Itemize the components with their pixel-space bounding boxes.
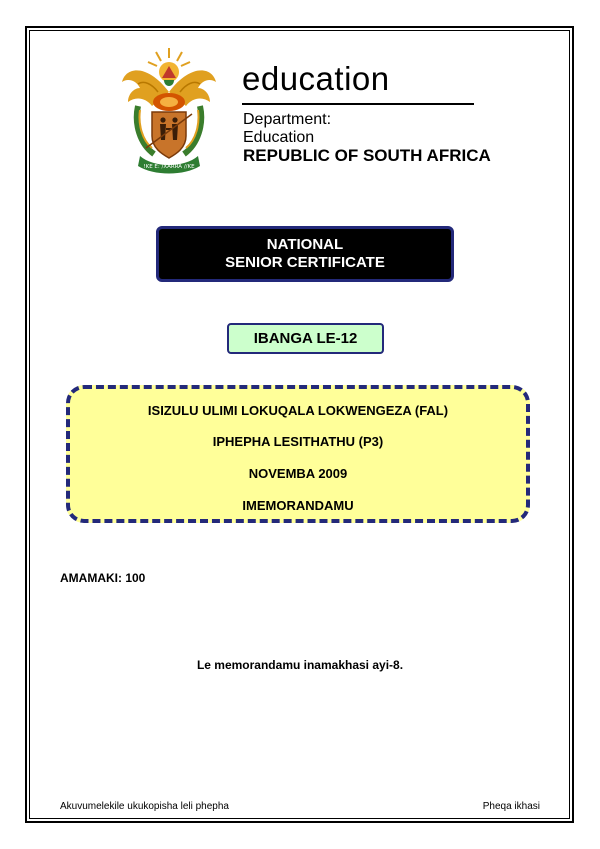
paper-number: IPHEPHA LESITHATHU (P3) — [212, 434, 384, 449]
copyright-note: Akuvumelekile ukukopisha leli phepha — [60, 801, 229, 812]
country-name: REPUBLIC OF SOUTH AFRICA — [243, 146, 491, 165]
exam-date: NOVEMBA 2009 — [248, 466, 348, 481]
certificate-line1: NATIONAL — [266, 236, 344, 253]
certificate-banner — [156, 226, 454, 282]
brand-divider — [242, 103, 474, 105]
turn-page-note: Pheqa ikhasi — [482, 801, 540, 812]
total-marks: AMAMAKI: 100 — [60, 571, 146, 585]
grade-badge: IBANGA LE-12 — [227, 323, 384, 354]
document-type: IMEMORANDAMU — [242, 498, 354, 513]
coat-of-arms-icon — [118, 44, 220, 178]
brand-title: education — [242, 60, 390, 97]
department-label: Department: — [243, 111, 332, 128]
subject-name: ISIZULU ULIMI LOKUQALA LOKWENGEZA (FAL) — [147, 403, 449, 418]
page-count-note: Le memorandamu inamakhasi ayi-8. — [196, 658, 404, 672]
department-name: Education — [243, 129, 315, 146]
certificate-line2: SENIOR CERTIFICATE — [225, 254, 385, 271]
crest-motto: !KE E: /XARRA //KE — [143, 164, 195, 170]
